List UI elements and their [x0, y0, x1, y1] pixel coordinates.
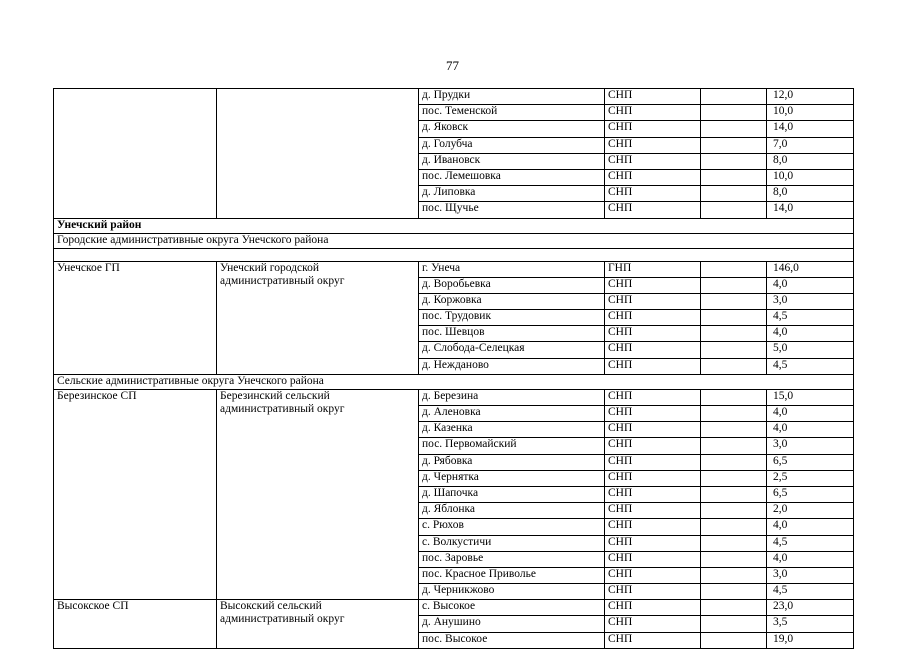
settlement-cell: д. Прудки [419, 89, 605, 105]
section-row [54, 233, 854, 248]
value-cell: 12,0 [767, 89, 854, 105]
type-cell: СНП [605, 277, 701, 293]
type-cell: СНП [605, 202, 701, 218]
settlement-cell: д. Воробьевка [419, 277, 605, 293]
type-cell: СНП [605, 486, 701, 502]
table-row [54, 389, 854, 405]
empty-cell [701, 551, 767, 567]
top-block [54, 89, 854, 219]
type-cell: СНП [605, 632, 701, 648]
value-cell: 6,5 [767, 454, 854, 470]
settlement-cell: пос. Трудовик [419, 310, 605, 326]
empty-cell [701, 169, 767, 185]
empty-cell [701, 454, 767, 470]
page-number: 77 [446, 58, 459, 73]
settlement-cell: пос. Первомайский [419, 438, 605, 454]
value-cell: 3,0 [767, 567, 854, 583]
municipality-cell: Высокское СП [54, 600, 217, 649]
value-cell: 4,0 [767, 406, 854, 422]
type-cell: СНП [605, 519, 701, 535]
value-cell: 14,0 [767, 121, 854, 137]
type-cell: СНП [605, 169, 701, 185]
value-cell: 10,0 [767, 169, 854, 185]
district-cell: Высокский сельский административный округ [217, 600, 419, 649]
settlement-cell: пос. Красное Приволье [419, 567, 605, 583]
empty-cell [701, 326, 767, 342]
empty-cell [701, 406, 767, 422]
spacer-row [54, 248, 854, 261]
type-cell: СНП [605, 616, 701, 632]
empty-cell [701, 519, 767, 535]
value-cell: 15,0 [767, 389, 854, 405]
table-row [54, 261, 854, 277]
empty-cell [701, 632, 767, 648]
value-cell: 4,0 [767, 422, 854, 438]
municipality-cell [54, 89, 217, 219]
region-block [54, 218, 854, 261]
settlement-cell: д. Шапочка [419, 486, 605, 502]
settlement-cell: д. Нежданово [419, 358, 605, 374]
empty-cell [701, 358, 767, 374]
region-row [54, 218, 854, 233]
value-cell: 3,0 [767, 293, 854, 309]
type-cell: СНП [605, 406, 701, 422]
value-cell: 2,5 [767, 470, 854, 486]
settlement-cell: д. Коржовка [419, 293, 605, 309]
value-cell: 8,0 [767, 186, 854, 202]
empty-cell [701, 503, 767, 519]
empty-cell [701, 438, 767, 454]
settlement-cell: пос. Лемешовка [419, 169, 605, 185]
urban-group [54, 261, 854, 374]
settlement-cell: пос. Теменской [419, 105, 605, 121]
type-cell: СНП [605, 293, 701, 309]
settlement-cell: пос. Высокое [419, 632, 605, 648]
empty-cell [701, 584, 767, 600]
empty-cell [701, 105, 767, 121]
district-cell [217, 89, 419, 219]
value-cell: 4,0 [767, 519, 854, 535]
table-row [54, 89, 854, 105]
empty-cell [701, 486, 767, 502]
type-cell: СНП [605, 105, 701, 121]
empty-cell [701, 422, 767, 438]
rural-section [54, 374, 854, 389]
section-row [54, 374, 854, 389]
value-cell: 4,0 [767, 326, 854, 342]
value-cell: 146,0 [767, 261, 854, 277]
type-cell: СНП [605, 567, 701, 583]
value-cell: 10,0 [767, 105, 854, 121]
type-cell: СНП [605, 600, 701, 616]
settlement-cell: д. Анушино [419, 616, 605, 632]
value-cell: 4,5 [767, 310, 854, 326]
type-cell: СНП [605, 121, 701, 137]
district-cell: Березинский сельский административный округ [217, 389, 419, 599]
type-cell: СНП [605, 438, 701, 454]
settlement-cell: д. Яковск [419, 121, 605, 137]
value-cell: 8,0 [767, 153, 854, 169]
region-title: Унечский район [54, 218, 854, 233]
value-cell: 14,0 [767, 202, 854, 218]
type-cell: СНП [605, 358, 701, 374]
settlement-cell: д. Чернятка [419, 470, 605, 486]
empty-cell [701, 470, 767, 486]
value-cell: 5,0 [767, 342, 854, 358]
empty-cell [701, 600, 767, 616]
value-cell: 19,0 [767, 632, 854, 648]
type-cell: СНП [605, 389, 701, 405]
value-cell: 4,5 [767, 358, 854, 374]
type-cell: СНП [605, 310, 701, 326]
type-cell: СНП [605, 137, 701, 153]
settlement-cell: пос. Шевцов [419, 326, 605, 342]
municipality-cell: Унечское ГП [54, 261, 217, 374]
empty-cell [701, 261, 767, 277]
settlement-cell: д. Черникжово [419, 584, 605, 600]
type-cell: СНП [605, 186, 701, 202]
rural-group-berezinskoe [54, 389, 854, 599]
value-cell: 4,5 [767, 535, 854, 551]
settlement-cell: д. Рябовка [419, 454, 605, 470]
settlement-cell: пос. Заровье [419, 551, 605, 567]
settlement-cell: пос. Щучье [419, 202, 605, 218]
municipality-cell: Березинское СП [54, 389, 217, 599]
settlement-cell: д. Слобода-Селецкая [419, 342, 605, 358]
type-cell: СНП [605, 454, 701, 470]
type-cell: СНП [605, 342, 701, 358]
empty-cell [701, 535, 767, 551]
value-cell: 23,0 [767, 600, 854, 616]
settlement-cell: с. Высокое [419, 600, 605, 616]
value-cell: 7,0 [767, 137, 854, 153]
type-cell: СНП [605, 326, 701, 342]
rural-section-title: Сельские административные округа Унечского района [54, 374, 854, 389]
settlement-cell: д. Липовка [419, 186, 605, 202]
empty-cell [701, 202, 767, 218]
type-cell: СНП [605, 535, 701, 551]
empty-cell [701, 153, 767, 169]
settlement-cell: д. Голубча [419, 137, 605, 153]
type-cell: СНП [605, 503, 701, 519]
table-row [54, 600, 854, 616]
settlement-cell: д. Ивановск [419, 153, 605, 169]
type-cell: СНП [605, 584, 701, 600]
settlement-table [53, 88, 854, 649]
empty-cell [701, 121, 767, 137]
rural-group-vysokskoe [54, 600, 854, 649]
settlement-cell: с. Волкустичи [419, 535, 605, 551]
empty-cell [701, 137, 767, 153]
value-cell: 4,0 [767, 277, 854, 293]
type-cell: СНП [605, 422, 701, 438]
settlement-cell: д. Березина [419, 389, 605, 405]
type-cell: СНП [605, 89, 701, 105]
empty-cell [701, 389, 767, 405]
type-cell: ГНП [605, 261, 701, 277]
type-cell: СНП [605, 551, 701, 567]
value-cell: 6,5 [767, 486, 854, 502]
value-cell: 3,5 [767, 616, 854, 632]
empty-cell [701, 293, 767, 309]
value-cell: 3,0 [767, 438, 854, 454]
value-cell: 2,0 [767, 503, 854, 519]
spacer-cell [54, 248, 854, 261]
value-cell: 4,0 [767, 551, 854, 567]
empty-cell [701, 616, 767, 632]
settlement-cell: с. Рюхов [419, 519, 605, 535]
empty-cell [701, 186, 767, 202]
empty-cell [701, 567, 767, 583]
empty-cell [701, 310, 767, 326]
value-cell: 4,5 [767, 584, 854, 600]
urban-section-title: Городские административные округа Унечского района [54, 233, 854, 248]
type-cell: СНП [605, 470, 701, 486]
empty-cell [701, 342, 767, 358]
settlement-cell: г. Унеча [419, 261, 605, 277]
empty-cell [701, 277, 767, 293]
district-cell: Унечский городской административный округ [217, 261, 419, 374]
settlement-cell: д. Яблонка [419, 503, 605, 519]
type-cell: СНП [605, 153, 701, 169]
settlement-cell: д. Аленовка [419, 406, 605, 422]
settlement-cell: д. Казенка [419, 422, 605, 438]
empty-cell [701, 89, 767, 105]
